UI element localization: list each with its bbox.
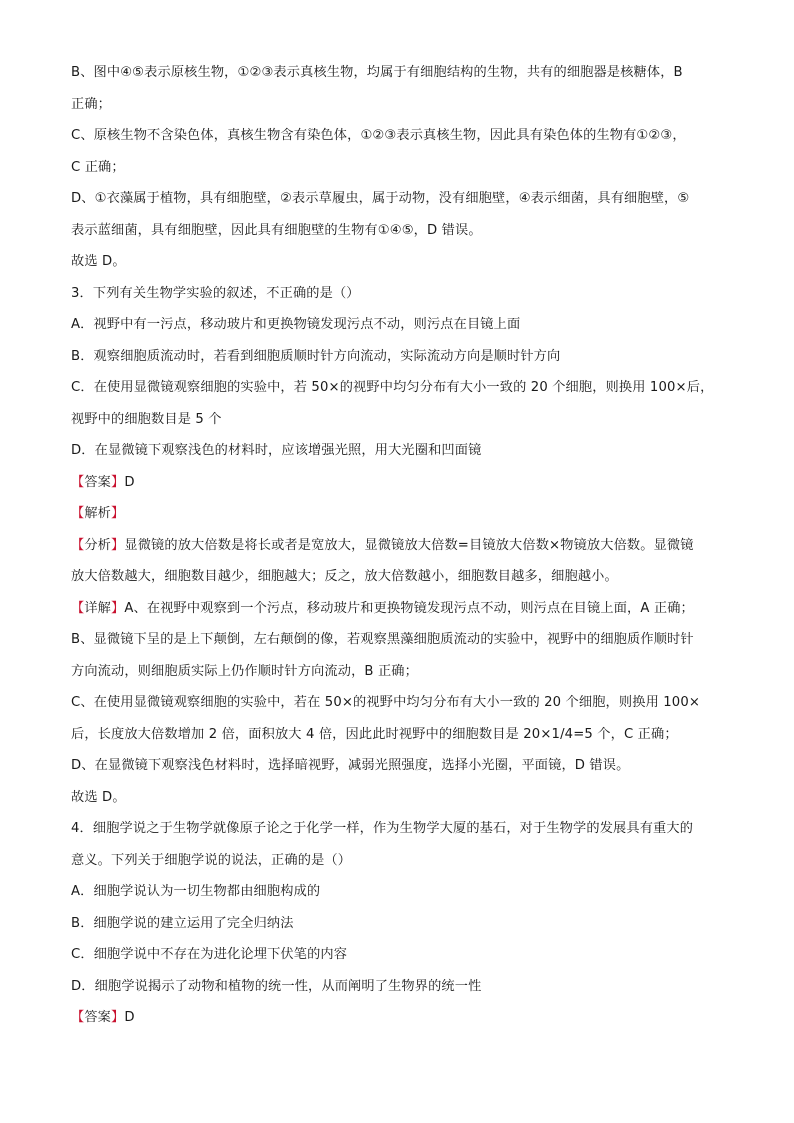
text-line: C、在使用显微镜观察细胞的实验中，若在 50×的视野中均匀分布有大小一致的 20 个细胞，则换用 100× xyxy=(71,695,701,710)
fenxi-text: 显微镜的放大倍数是将长或者是宽放大，显微镜放大倍数=目镜放大倍数×物镜放大倍数。显微镜 xyxy=(124,537,694,553)
text-line: C 正确； xyxy=(71,159,125,175)
text-line: B、图中④⑤表示原核生物，①②③表示真核生物，均属于有细胞结构的生物，共有的细胞器是核糖体，B xyxy=(71,65,683,80)
text-line: 故选 D。 xyxy=(71,789,126,805)
text-line: 后，长度放大倍数增加 2 倍，面积放大 4 倍，因此此时视野中的细胞数目是 20×1/4=5 个，C 正确； xyxy=(71,726,678,742)
option-d: D．在显微镜下观察浅色的材料时，应该增强光照，用大光圈和凹面镜 xyxy=(71,443,482,458)
answer-line-q3 xyxy=(71,472,764,493)
option-a: A．视野中有一污点，移动玻片和更换物镜发现污点不动，则污点在目镜上面 xyxy=(71,317,521,332)
answer-tag: 【答案】 xyxy=(71,474,125,490)
analysis-line-q3 xyxy=(71,503,764,524)
text-line: D、①衣藻属于植物，具有细胞壁，②表示草履虫，属于动物，没有细胞壁，④表示细菌，具有细胞壁，⑤ xyxy=(71,191,690,206)
question-4-stem: 4．细胞学说之于生物学就像原子论之于化学一样，作为生物学大厦的基石，对于生物学的发展具有重大的 xyxy=(71,821,694,836)
fenxi-tag: 【分析】 xyxy=(71,537,125,553)
text-line: C、原核生物不含染色体，真核生物含有染色体，①②③表示真核生物，因此具有染色体的生物有①②③， xyxy=(71,128,686,143)
option-c: C．细胞学说中不存在为进化论埋下伏笔的内容 xyxy=(71,947,348,962)
analysis-tag: 【解析】 xyxy=(71,506,125,521)
text-line: D、在显微镜下观察浅色材料时，选择暗视野，减弱光照强度，选择小光圈，平面镜，D 错误。 xyxy=(71,758,630,773)
option-d: D．细胞学说揭示了动物和植物的统一性，从而阐明了生物界的统一性 xyxy=(71,978,482,994)
answer-tag: 【答案】 xyxy=(71,1010,125,1025)
fenxi-line xyxy=(71,535,764,556)
text-line: 正确； xyxy=(71,96,112,112)
xiangjie-tag: 【详解】 xyxy=(71,600,125,616)
option-b: B．观察细胞质流动时，若看到细胞质顺时针方向流动，实际流动方向是顺时针方向 xyxy=(71,348,561,364)
text-line: 放大倍数越大，细胞数目越少，细胞越大；反之，放大倍数越小，细胞数目越多，细胞越小。 xyxy=(71,569,618,584)
text-line: 表示蓝细菌，具有细胞壁，因此具有细胞壁的生物有①④⑤，D 错误。 xyxy=(71,222,482,238)
answer-value: D xyxy=(124,1010,135,1025)
xiangjie-line xyxy=(71,598,764,619)
text-line: B、显微镜下呈的是上下颠倒，左右颠倒的像，若观察黑藻细胞质流动的实验中，视野中的细胞质作顺时针 xyxy=(71,632,694,647)
text-line: 故选 D。 xyxy=(71,254,126,269)
option-b: B．细胞学说的建立运用了完全归纳法 xyxy=(71,915,294,931)
text-line: 方向流动，则细胞质实际上仍作顺时针方向流动，B 正确； xyxy=(71,663,418,679)
xiangjie-text: A、在视野中观察到一个污点，移动玻片和更换物镜发现污点不动，则污点在目镜上面，A 正确； xyxy=(124,600,694,616)
option-a: A．细胞学说认为一切生物都由细胞构成的 xyxy=(71,884,321,899)
option-c-continued: 视野中的细胞数目是 5 个 xyxy=(71,411,222,427)
question-4-stem-continued: 意义。下列关于细胞学说的说法，正确的是（） xyxy=(71,852,352,868)
question-3-stem: 3．下列有关生物学实验的叙述，不正确的是（） xyxy=(71,285,360,301)
answer-value: D xyxy=(124,474,135,490)
answer-line-q4 xyxy=(71,1007,764,1028)
option-c: C．在使用显微镜观察细胞的实验中，若 50×的视野中均匀分布有大小一致的 20 个细胞，则换用 100×后， xyxy=(71,380,714,395)
